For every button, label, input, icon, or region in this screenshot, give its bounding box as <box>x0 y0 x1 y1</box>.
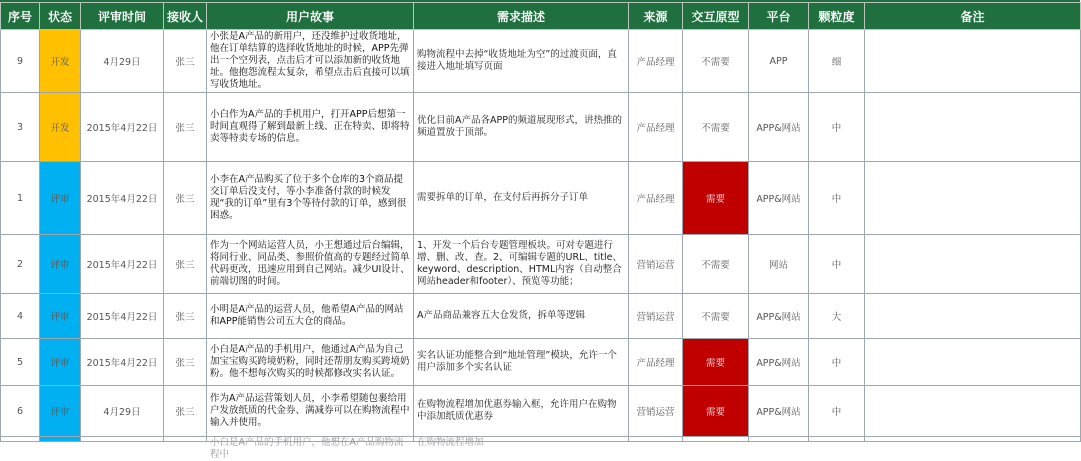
partial-req-text: 在购物流程增加 <box>417 437 484 448</box>
cell-notes[interactable] <box>865 30 1081 93</box>
cell-prototype[interactable]: 不需要 <box>683 93 749 162</box>
cell-platform[interactable]: APP&网站 <box>749 93 809 162</box>
cell-review-date[interactable]: 2015年4月22日 <box>81 235 164 294</box>
cell-review-date[interactable]: 2015年4月22日 <box>81 339 164 386</box>
cell-id[interactable]: 6 <box>1 386 40 437</box>
cell-source[interactable]: 营销运营 <box>629 294 683 339</box>
table-row <box>1 294 1081 339</box>
cell-prototype[interactable]: 需要 <box>683 386 749 437</box>
cell-status[interactable]: 开发 <box>40 93 81 162</box>
cell-prototype[interactable]: 需要 <box>683 162 749 235</box>
table-row <box>1 386 1081 437</box>
cell-id[interactable]: 5 <box>1 339 40 386</box>
cell-receiver[interactable]: 张三 <box>164 30 207 93</box>
cell-source[interactable]: 产品经理 <box>629 339 683 386</box>
cell-status[interactable]: 评审 <box>40 339 81 386</box>
col-header-id[interactable]: 序号 <box>1 3 40 30</box>
cell-status[interactable]: 评审 <box>40 162 81 235</box>
cell-partial[interactable] <box>164 437 207 442</box>
cell-review-date[interactable]: 2015年4月22日 <box>81 162 164 235</box>
table-row <box>1 30 1081 93</box>
cell-granularity[interactable]: 细 <box>809 30 865 93</box>
cell-notes[interactable] <box>865 294 1081 339</box>
cell-notes[interactable] <box>865 235 1081 294</box>
col-header-platform[interactable]: 平台 <box>749 3 809 30</box>
cell-user-story[interactable]: 小明是A产品的运营人员，他希望A产品的网站和APP能销售公司五大仓的商品。 <box>207 294 414 339</box>
cell-requirement[interactable]: 优化目前A产品各APP的频道展现形式，讲热推的频道置放于顶部。 <box>414 93 629 162</box>
cell-user-story[interactable]: 小白是A产品的手机用户，他通过A产品为自己加宝宝购买跨境奶粉，同时还帮朋友购买跨境奶粉。他不想每次购买的时候都修改实名认证。 <box>207 339 414 386</box>
cell-partial[interactable] <box>629 437 683 442</box>
cell-platform[interactable]: APP&网站 <box>749 294 809 339</box>
cell-user-story[interactable]: 小李在A产品购买了位于多个仓库的3个商品提交订单后没支付，等小李准备付款的时候发现“我的订单”里有3个等待付款的订单，感到很困惑。 <box>207 162 414 235</box>
cell-notes[interactable] <box>865 386 1081 437</box>
cell-requirement[interactable]: 实名认证功能整合到“地址管理”模块，允许一个用户添加多个实名认证 <box>414 339 629 386</box>
cell-partial[interactable] <box>81 437 164 442</box>
col-header-notes[interactable]: 备注 <box>865 3 1081 30</box>
cell-platform[interactable]: APP <box>749 30 809 93</box>
cell-partial[interactable] <box>1 437 40 442</box>
cell-prototype[interactable]: 需要 <box>683 339 749 386</box>
cell-id[interactable]: 2 <box>1 235 40 294</box>
cell-partial[interactable] <box>865 437 1081 442</box>
cell-granularity[interactable]: 大 <box>809 294 865 339</box>
cell-platform[interactable]: APP&网站 <box>749 162 809 235</box>
cell-review-date[interactable]: 2015年4月22日 <box>81 93 164 162</box>
col-header-requirement[interactable]: 需求描述 <box>414 3 629 30</box>
cell-status[interactable]: 评审 <box>40 386 81 437</box>
cell-platform[interactable]: 网站 <box>749 235 809 294</box>
cell-partial[interactable] <box>809 437 865 442</box>
cell-notes[interactable] <box>865 93 1081 162</box>
cell-review-date[interactable]: 4月29日 <box>81 30 164 93</box>
cell-prototype[interactable]: 不需要 <box>683 30 749 93</box>
cell-id[interactable]: 9 <box>1 30 40 93</box>
cell-id[interactable]: 3 <box>1 93 40 162</box>
cell-receiver[interactable]: 张三 <box>164 235 207 294</box>
col-header-review-date[interactable]: 评审时间 <box>81 3 164 30</box>
cell-user-story[interactable]: 小张是A产品的新用户，还没维护过收货地址，他在订单结算的选择收货地址的时候，APP先弹出一个空列表，点击后才可以添加新的收货地址。他抱怨流程太复杂，希望点击后直接可以填写收货地址。 <box>207 30 414 93</box>
cell-granularity[interactable]: 中 <box>809 386 865 437</box>
cell-partial[interactable] <box>749 437 809 442</box>
cell-receiver[interactable]: 张三 <box>164 162 207 235</box>
cell-notes[interactable] <box>865 162 1081 235</box>
cell-source[interactable]: 营销运营 <box>629 235 683 294</box>
cell-source[interactable]: 产品经理 <box>629 30 683 93</box>
cell-requirement[interactable]: 1、开发一个后台专题管理板块。可对专题进行增、删、改、查。2、可编辑专题的URL、title、keyword、description、HTML内容（自动整合网站header和footer）、预览等功能； <box>414 235 629 294</box>
requirements-table <box>0 2 1081 460</box>
col-header-receiver[interactable]: 接收人 <box>164 3 207 30</box>
cell-user-story[interactable]: 小白作为A产品的手机用户，打开APP后想第一时间直观得了解到最新上线、正在特卖、即将特卖等特卖专场的信息。 <box>207 93 414 162</box>
cell-platform[interactable]: APP&网站 <box>749 339 809 386</box>
cell-user-story[interactable]: 作为A产品运营策划人员，小李希望随包裹给用户发放纸质的代金券、满减券可以在购物流程中输入并使用。 <box>207 386 414 437</box>
cell-requirement[interactable]: 需要拆单的订单，在支付后再拆分子订单 <box>414 162 629 235</box>
cell-review-date[interactable]: 4月29日 <box>81 386 164 437</box>
col-header-source[interactable]: 来源 <box>629 3 683 30</box>
col-header-prototype[interactable]: 交互原型 <box>683 3 749 30</box>
cell-requirement[interactable]: 在购物流程增加优惠券输入框，允许用户在购物中添加纸质优惠券 <box>414 386 629 437</box>
cell-id[interactable]: 4 <box>1 294 40 339</box>
cell-requirement[interactable]: A产品商品兼容五大仓发货，拆单等逻辑 <box>414 294 629 339</box>
cell-receiver[interactable]: 张三 <box>164 339 207 386</box>
partial-story-text: 小白是A产品的手机用户，他想在A产品购物流程中 <box>210 437 404 460</box>
cell-partial[interactable] <box>683 437 749 442</box>
cell-status[interactable]: 评审 <box>40 235 81 294</box>
cell-status[interactable]: 评审 <box>40 294 81 339</box>
col-header-status[interactable]: 状态 <box>40 3 81 30</box>
col-header-user-story[interactable]: 用户故事 <box>207 3 414 30</box>
cell-platform[interactable]: APP&网站 <box>749 386 809 437</box>
table-row <box>1 339 1081 386</box>
cell-prototype[interactable]: 不需要 <box>683 235 749 294</box>
cell-partial[interactable] <box>207 437 414 460</box>
cell-granularity[interactable]: 中 <box>809 339 865 386</box>
cell-granularity[interactable]: 中 <box>809 162 865 235</box>
cell-receiver[interactable]: 张三 <box>164 386 207 437</box>
cell-partial[interactable] <box>40 437 81 442</box>
cell-requirement[interactable]: 购物流程中去掉“收货地址为空”的过渡页面，直接进入地址填写页面 <box>414 30 629 93</box>
cell-notes[interactable] <box>865 339 1081 386</box>
table-row-partial <box>1 437 1081 442</box>
cell-prototype[interactable]: 不需要 <box>683 294 749 339</box>
cell-user-story[interactable]: 作为一个网站运营人员，小王想通过后台编辑，将同行业、同品类、参照价值高的专题经过简单代码更改，迅速应用到自己网站。减少UI设计、前端切图的时间。 <box>207 235 414 294</box>
cell-source[interactable]: 产品经理 <box>629 162 683 235</box>
cell-id[interactable]: 1 <box>1 162 40 235</box>
table-row <box>1 93 1081 162</box>
cell-granularity[interactable]: 中 <box>809 93 865 162</box>
cell-receiver[interactable]: 张三 <box>164 93 207 162</box>
cell-review-date[interactable]: 2015年4月22日 <box>81 294 164 339</box>
cell-source[interactable]: 营销运营 <box>629 386 683 437</box>
cell-source[interactable]: 产品经理 <box>629 93 683 162</box>
cell-status[interactable]: 开发 <box>40 30 81 93</box>
header-row <box>1 3 1081 30</box>
cell-granularity[interactable]: 中 <box>809 235 865 294</box>
table-row <box>1 235 1081 294</box>
cell-receiver[interactable]: 张三 <box>164 294 207 339</box>
table-row <box>1 162 1081 235</box>
cell-partial[interactable] <box>414 437 629 448</box>
col-header-granularity[interactable]: 颗粒度 <box>809 3 865 30</box>
